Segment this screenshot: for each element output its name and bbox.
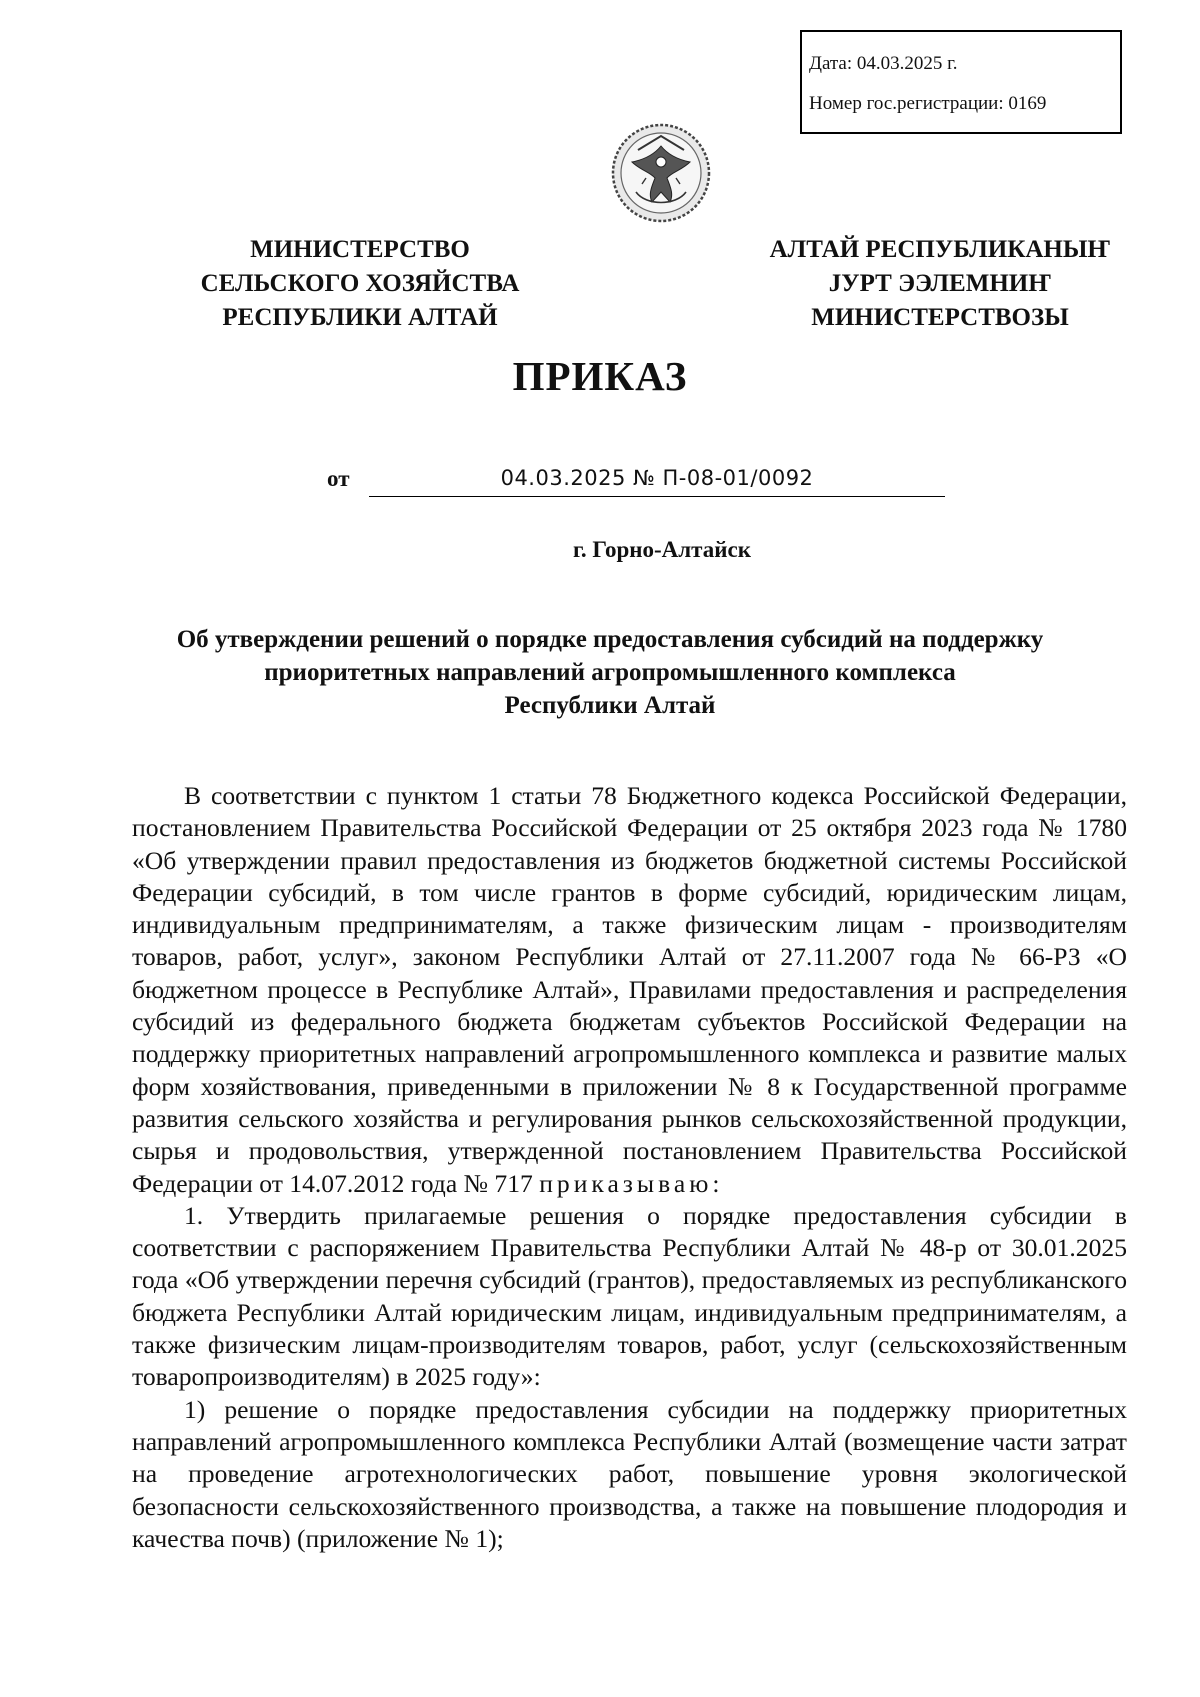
clause-1-1-paragraph: 1) решение о порядке предоставления субсидии на поддержку приоритетных направлений агропромышленного комплекса Республики Алтай (возмещение части затрат на проведение агротехнологических работ, повышение уровня экологической безопасности сельскохозяйственного производства, а также на повышение плодородия и качества почв) (приложение № 1); xyxy=(132,1394,1127,1553)
order-date-number xyxy=(327,466,947,500)
order-number: 04.03.2025 № П-08-01/0092 xyxy=(500,466,814,490)
ministry-name-russian: МИНИСТЕРСТВО СЕЛЬСКОГО ХОЗЯЙСТВА РЕСПУБЛИКИ АЛТАЙ xyxy=(200,236,520,331)
order-subject: Об утверждении решений о порядке предоставления субсидий на поддержку приоритетных направлений агропромышленного комплекса Республики Алтай xyxy=(176,626,1044,719)
clause-1-paragraph: 1. Утвердить прилагаемые решения о порядке предоставления субсидии в соответствии с распоряжением Правительства Республики Алтай № 48-р от 30.01.2025 года «Об утверждении перечня субсидий (грантов), предоставляемых из республиканского бюджета Республики Алтай юридическим лицам, индивидуальным предпринимателям, а также физическим лицам-производителям товаров, работ, услуг (сельскохозяйственным товаропроизводителям) в 2025 году»: xyxy=(132,1200,1127,1392)
preamble-paragraph: В соответствии с пунктом 1 статьи 78 Бюджетного кодекса Российской Федерации, постановлением Правительства Российской Федерации от 25 октября 2023 года № 1780 «Об утверждении правил предоставления из бюджетов бюджетной системы Российской Федерации субсидий, в том числе грантов в форме субсидий, юридическим лицам, индивидуальным предпринимателям, а также физическим лицам - производителям товаров, работ, услуг», законом Республики Алтай от 27.11.2007 года № 66-РЗ «О бюджетном процессе в Республике Алтай», Правилами предоставления и распределения субсидий из федерального бюджета бюджетам субъектов Российской Федерации на поддержку приоритетных направлений агропромышленного комплекса и развитие малых форм хозяйствования, приведенными в приложении № 8 к Государственной программе развития сельского хозяйства и регулирования рынков сельскохозяйственной продукции, сырья и продовольствия, утвержденной постановлением Правительства Российской Федерации от 14.07.2012 года № 717 приказываю: xyxy=(132,781,1127,1198)
order-underline xyxy=(369,496,945,497)
document-title: ПРИКАЗ xyxy=(512,353,688,399)
coat-of-arms-icon xyxy=(608,120,714,226)
order-from-label: от xyxy=(327,466,350,491)
city: г. Горно-Алтайск xyxy=(573,537,751,562)
order-body xyxy=(132,780,1127,1555)
registration-number: Номер гос.регистрации: 0169 xyxy=(809,93,1047,114)
command-word: приказываю: xyxy=(539,1168,724,1198)
registration-date: Дата: 04.03.2025 г. xyxy=(809,53,958,74)
registration-stamp xyxy=(800,30,1122,134)
ministry-name-altai: АЛТАЙ РЕСПУБЛИКАНЫҤ ЈУРТ ЭЭЛЕМНИҤ МИНИСТЕРСТВОЗЫ xyxy=(769,236,1111,331)
